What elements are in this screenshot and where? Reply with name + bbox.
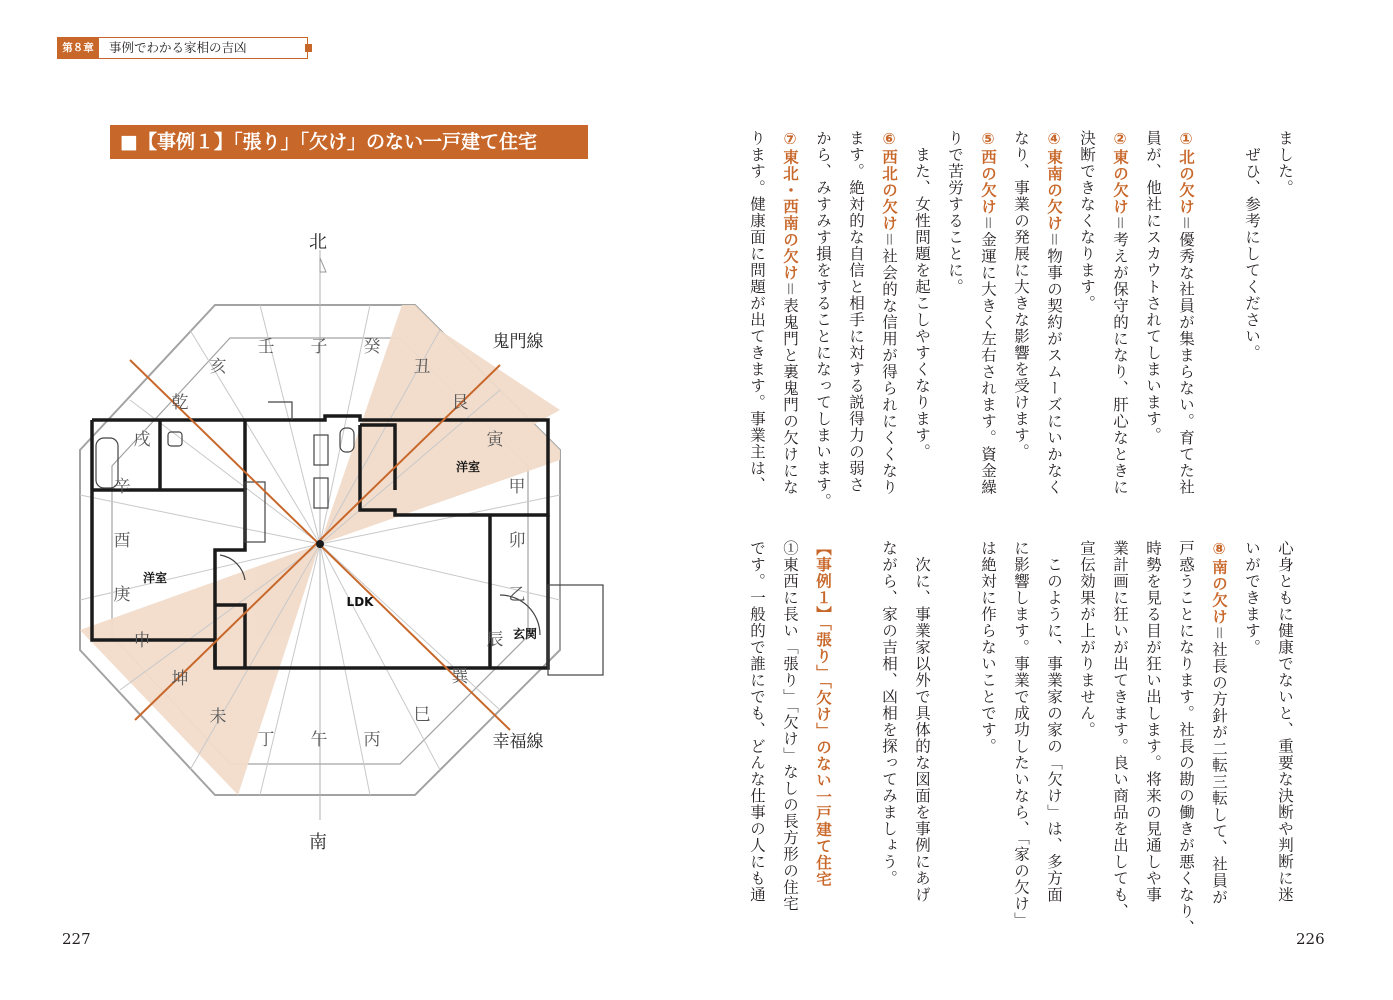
body-text: ＝考えが保守的になり、肝心なときに [1111, 215, 1129, 496]
zodiac-label: 乾 [171, 393, 189, 413]
body-text: りで苦労することに。 [946, 130, 964, 295]
zodiac-label: 申 [133, 631, 151, 651]
text-line [1136, 540, 1169, 920]
text-block-upper [740, 130, 1301, 510]
text-line [938, 540, 971, 920]
body-text: ＝表鬼門と裏鬼門の欠けにな [781, 281, 799, 496]
body-text [847, 540, 865, 557]
text-line [1169, 540, 1202, 936]
chapter-title: 事例でわかる家相の吉凶 [109, 40, 247, 55]
highlight-heading: ⑤西の欠け [979, 130, 997, 215]
room-label-western-1: 洋室 [455, 460, 481, 474]
zodiac-label: 癸 [363, 337, 381, 357]
zodiac-label: 乙 [508, 585, 526, 605]
text-line [1202, 130, 1235, 510]
zodiac-label: 巳 [413, 705, 431, 725]
text-line [938, 130, 971, 510]
text-line [872, 130, 905, 510]
body-text: 員が、他社にスカウトされてしまいます。 [1144, 130, 1162, 444]
text-line [1235, 540, 1268, 920]
highlight-heading: ④東南の欠け [1045, 130, 1063, 232]
body-text: ＝金運に大きく左右されます。資金繰 [979, 215, 997, 496]
text-line [1037, 540, 1070, 920]
north-arrow [320, 258, 326, 272]
zodiac-label: 庚 [113, 585, 131, 605]
body-text: に影響します。事業で成功したいなら、「家の欠け」 [1012, 540, 1030, 929]
text-line [1235, 130, 1268, 510]
text-line [1268, 130, 1301, 510]
body-text: ます。絶対的な自信と相手に対する説得力の弱さ [847, 130, 865, 493]
zodiac-label: 辛 [113, 477, 131, 497]
body-text [946, 540, 964, 557]
zodiac-label: 卯 [508, 531, 526, 551]
body-text [1210, 130, 1228, 147]
zodiac-label: 未 [209, 707, 227, 727]
body-text: から、みすみす損をすることになってしまいます。 [814, 130, 832, 510]
zodiac-label: 辰 [486, 630, 504, 650]
page-number-left: 227 [62, 930, 91, 948]
text-line [773, 540, 806, 920]
text-block-lower [740, 540, 1301, 936]
text-line [905, 130, 938, 510]
body-text: 業計画に狂いが出てきます。良い商品を出しても、 [1111, 540, 1129, 920]
highlight-heading: ②東の欠け [1111, 130, 1129, 215]
room-label-entrance: 玄関 [512, 627, 538, 641]
room-label-ldk: LDK [346, 595, 374, 609]
zodiac-label: 丙 [363, 730, 381, 750]
text-line [1037, 130, 1070, 510]
text-line [1169, 130, 1202, 510]
text-line [839, 540, 872, 920]
text-line [839, 130, 872, 510]
body-text: 時勢を見る目が狂い出します。将来の見通しや事 [1144, 540, 1162, 903]
body-text: ＝物事の契約がスムーズにいかなく [1045, 231, 1063, 496]
text-line [740, 130, 773, 510]
text-line [905, 540, 938, 920]
body-text: 宣伝効果が上がりません。 [1078, 540, 1096, 738]
north-label: 北 [309, 232, 327, 253]
zodiac-label: 子 [310, 337, 328, 357]
text-line [740, 540, 773, 920]
body-text: 戸惑うことになります。社長の勘の働きが悪くなり、 [1177, 540, 1195, 936]
zodiac-label: 丑 [413, 357, 431, 377]
zodiac-label: 巽 [451, 667, 469, 687]
body-text: ながら、家の吉相、凶相を探ってみましょう。 [880, 540, 898, 887]
kofuku-line-label: 幸福線 [492, 732, 544, 752]
body-text: ました。 [1276, 130, 1294, 196]
highlight-heading: 【事例１】「張り」「欠け」のない一戸建て住宅 [814, 540, 832, 888]
text-line [1070, 130, 1103, 510]
center-point [316, 540, 324, 548]
page-number-right: 226 [1296, 930, 1325, 948]
chapter-header-notch [305, 44, 312, 52]
room-label-western-2: 洋室 [142, 571, 168, 585]
body-text: 決断できなくなります。 [1078, 130, 1096, 312]
floorplan-diagram [60, 220, 640, 880]
zodiac-label: 坤 [171, 669, 189, 689]
text-line [971, 130, 1004, 510]
kimon-line-label: 鬼門線 [492, 332, 544, 352]
body-text: は絶対に作らないことです。 [979, 540, 997, 755]
text-line [1070, 540, 1103, 920]
zodiac-label: 壬 [257, 337, 275, 357]
text-line [971, 540, 1004, 920]
zodiac-label: 戌 [133, 430, 151, 450]
text-line [872, 540, 905, 920]
south-label: 南 [309, 832, 327, 853]
body-text: ぜひ、参考にしてください。 [1243, 130, 1261, 361]
text-line [1004, 540, 1037, 929]
zodiac-label: 丁 [257, 730, 275, 750]
zodiac-label: 酉 [113, 531, 131, 551]
body-text: ＝社長の方針が二転三転して、社員が [1210, 625, 1228, 906]
body-text: 次に、事業家以外で具体的な図面を事例にあげ [913, 540, 931, 903]
body-text: ります。健康面に問題が出てきます。事業主は、 [748, 130, 766, 493]
body-text [814, 888, 832, 905]
body-text: また、女性問題を起こしやすくなります。 [913, 130, 931, 460]
body-text: ＝優秀な社員が集まらない。育てた社 [1177, 215, 1195, 496]
highlight-heading: ①北の欠け [1177, 130, 1195, 215]
body-text: いができます。 [1243, 540, 1261, 656]
body-text: なり、事業の発展に大きな影響を受けます。 [1012, 130, 1030, 460]
text-line [773, 130, 806, 510]
body-text: このように、事業家の家の「欠け」は、多方面 [1045, 540, 1063, 903]
zodiac-label: 寅 [486, 430, 504, 450]
text-line [806, 540, 839, 920]
text-line [806, 130, 839, 510]
text-line [1103, 130, 1136, 510]
zodiac-label: 艮 [451, 393, 469, 413]
body-text: ＝社会的な信用が得られにくくなり [880, 231, 898, 496]
text-line [1103, 540, 1136, 920]
highlight-heading: ⑦東北・西南の欠け [781, 130, 799, 281]
body-text: です。一般的で誰にでも、どんな仕事の人にも通 [748, 540, 766, 903]
highlight-heading: ⑥西北の欠け [880, 130, 898, 232]
case-title: ■【事例１】「張り」「欠け」のない一戸建て住宅 [110, 125, 588, 159]
zodiac-label: 甲 [508, 477, 526, 497]
chapter-tag: 第８章 [57, 37, 99, 59]
highlight-heading: ⑧南の欠け [1210, 540, 1228, 625]
zodiac-label: 亥 [209, 357, 227, 377]
body-text: ①東西に長い「張り」「欠け」なしの長方形の住宅 [781, 540, 799, 912]
text-line [1268, 540, 1301, 920]
text-line [1202, 540, 1235, 920]
zodiac-label: 午 [310, 730, 328, 750]
body-text: 心身ともに健康でないと、重要な決断や判断に迷 [1276, 540, 1294, 903]
text-line [1004, 130, 1037, 510]
text-line [1136, 130, 1169, 510]
